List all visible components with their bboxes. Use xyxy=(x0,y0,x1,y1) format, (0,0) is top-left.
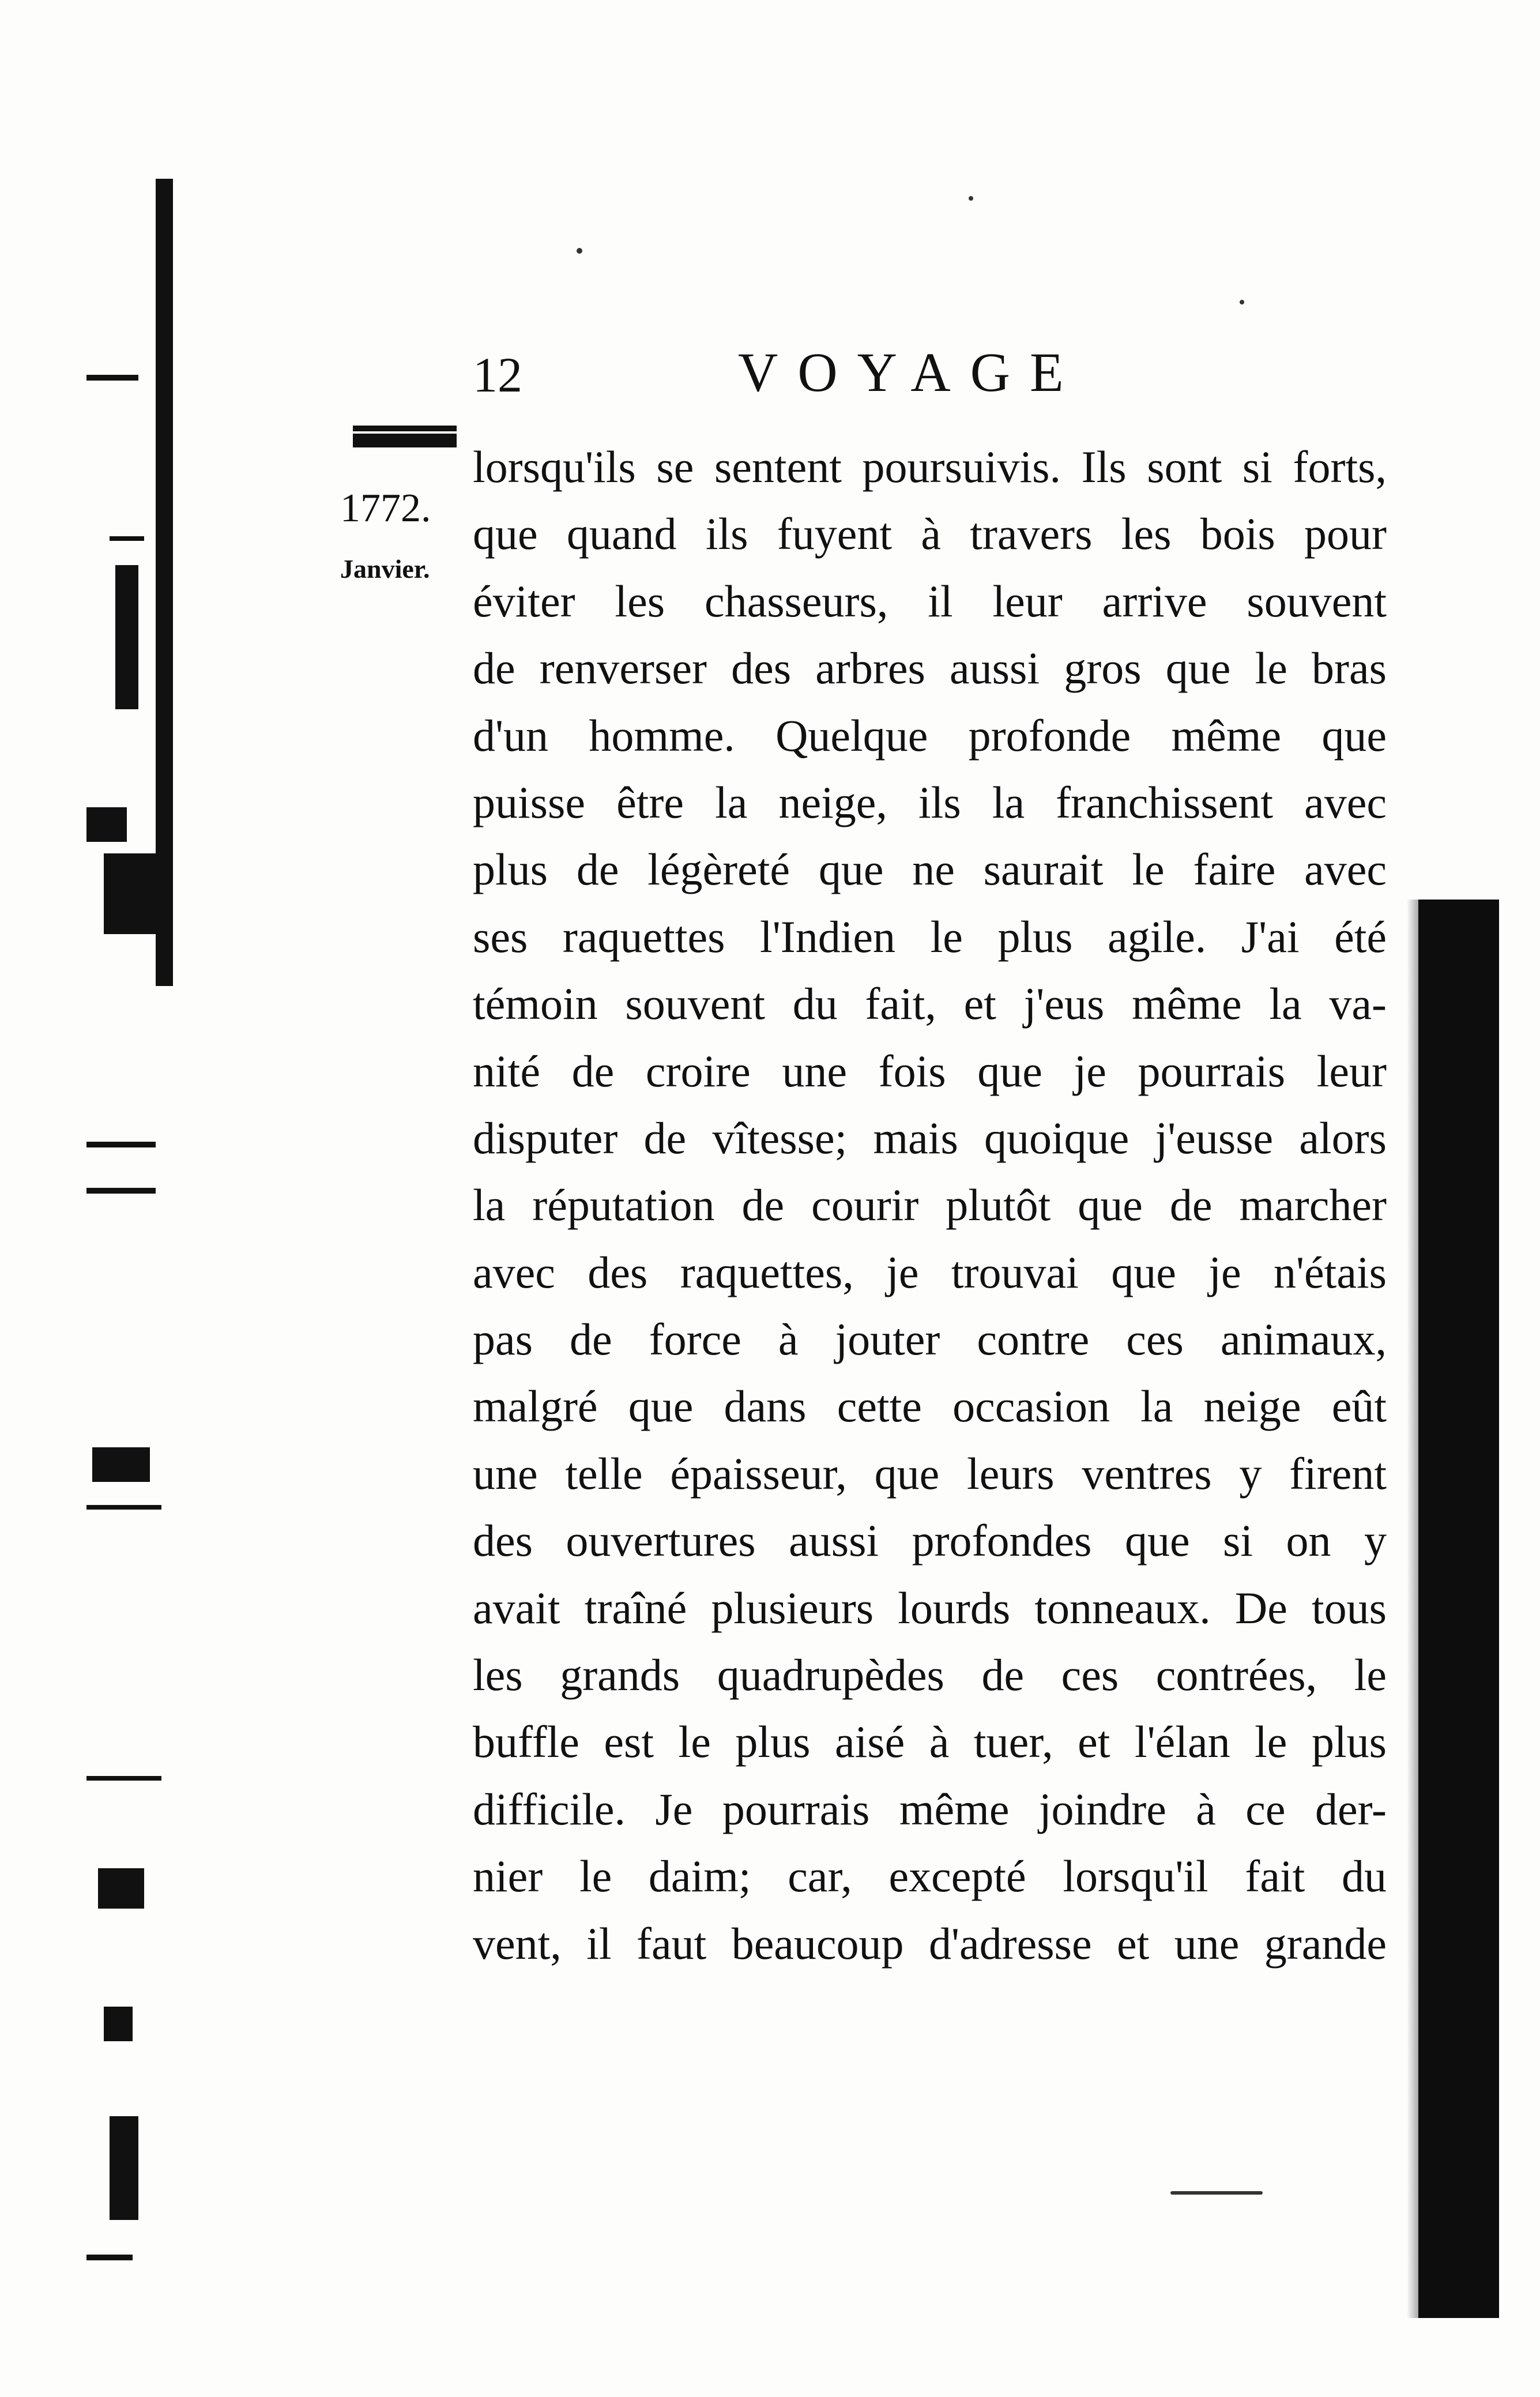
scan-mark xyxy=(92,1447,150,1482)
dust-speck xyxy=(577,248,582,254)
text-line: la réputation de courir plutôt que de marcher xyxy=(473,1180,1387,1231)
scan-mark xyxy=(86,2255,133,2260)
margin-month: Janvier. xyxy=(340,554,430,584)
text-line: une telle épaisseur, que leurs ventres y firent xyxy=(473,1448,1387,1499)
body-text xyxy=(473,434,1387,1977)
text-line: malgré que dans cette occasion la neige eût xyxy=(473,1381,1387,1432)
text-line: des ouvertures aussi profondes que si on y xyxy=(473,1515,1387,1566)
text-line: pas de force à jouter contre ces animaux, xyxy=(473,1314,1387,1365)
text-line: éviter les chasseurs, il leur arrive souvent xyxy=(473,575,1387,626)
scan-mark xyxy=(86,1188,156,1194)
scan-mark xyxy=(110,536,144,541)
scan-mark xyxy=(86,1505,161,1510)
dust-speck xyxy=(1240,300,1244,304)
scan-mark xyxy=(115,565,138,709)
text-line: lorsqu'ils se sentent poursuivis. Ils sont si forts, xyxy=(473,442,1387,492)
left-scan-artifacts xyxy=(86,161,190,2295)
text-line: nier le daim; car, excepté lorsqu'il fait du xyxy=(473,1851,1387,1902)
page-number: 12 xyxy=(473,347,522,402)
text-line: buffle est le plus aisé à tuer, et l'élan le plus xyxy=(473,1717,1387,1767)
scan-mark xyxy=(110,2116,138,2220)
text-line: difficile. Je pourrais même joindre à ce der- xyxy=(473,1783,1387,1834)
scan-mark xyxy=(104,853,161,934)
scan-mark xyxy=(86,1776,161,1781)
text-line: d'un homme. Quelque profonde même que xyxy=(473,710,1387,761)
text-line: disputer de vîtesse; mais quoique j'eusse alors xyxy=(473,1112,1387,1163)
running-title: VOYAGE xyxy=(738,341,1083,403)
text-line: puisse être la neige, ils la franchissent avec xyxy=(473,777,1387,827)
text-line: nité de croire une fois que je pourrais leur xyxy=(473,1045,1387,1096)
margin-year: 1772. xyxy=(340,486,431,530)
text-line: ses raquettes l'Indien le plus agile. J'ai été xyxy=(473,911,1387,962)
ink-smudge xyxy=(1170,2191,1263,2195)
text-line: plus de légèreté que ne saurait le faire avec xyxy=(473,844,1387,895)
text-line: avec des raquettes, je trouvai que je n'étais xyxy=(473,1247,1387,1297)
text-line: vent, il faut beaucoup d'adresse et une grande xyxy=(473,1918,1387,1969)
dust-speck xyxy=(969,196,973,201)
text-line: avait traîné plusieurs lourds tonneaux. De tous xyxy=(473,1582,1387,1633)
next-page-edge xyxy=(1418,900,1499,2318)
scan-mark xyxy=(98,1868,144,1909)
right-scan-artifacts xyxy=(1407,900,1540,2318)
scan-mark xyxy=(86,1142,156,1147)
scan-mark xyxy=(104,2007,133,2041)
text-line: témoin souvent du fait, et j'eus même la va- xyxy=(473,979,1387,1029)
text-line: que quand ils fuyent à travers les bois pour xyxy=(473,509,1387,559)
page-header xyxy=(473,340,1390,421)
text-line: de renverser des arbres aussi gros que le bras xyxy=(473,643,1387,694)
scan-mark xyxy=(86,807,127,842)
margin-rule-mark xyxy=(353,431,457,447)
text-line: les grands quadrupèdes de ces contrées, le xyxy=(473,1650,1387,1700)
scan-mark xyxy=(86,375,138,381)
